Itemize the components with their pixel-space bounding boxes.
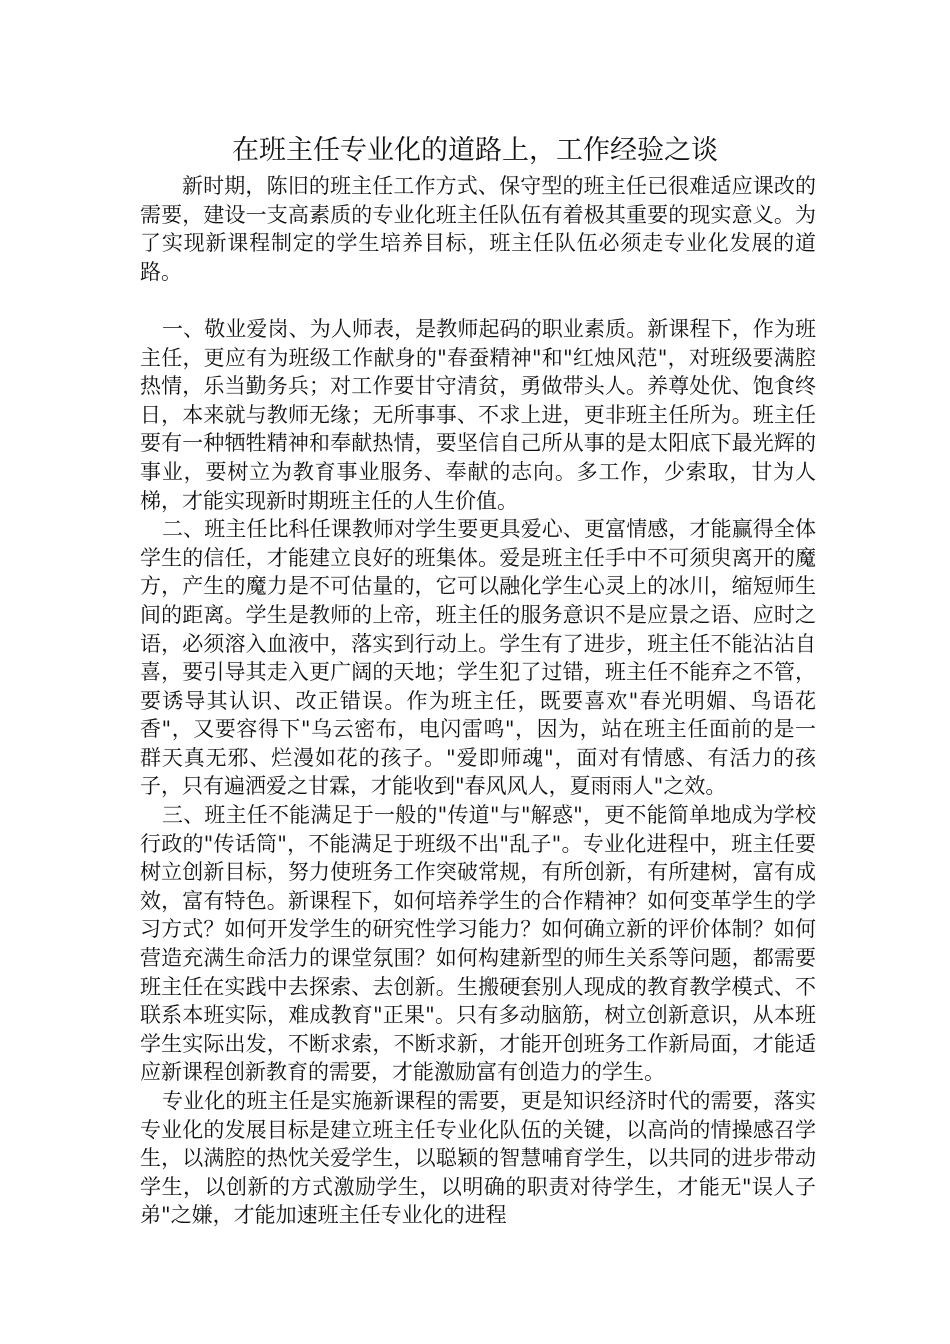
page-title: 在班主任专业化的道路上，工作经验之谈: [232, 135, 718, 166]
paragraph-spacer: [140, 286, 816, 315]
point-three-paragraph: 三、班主任不能满足于一般的"传道"与"解惑"，更不能简单地成为学校行政的"传话筒"，不能满足于班级不出"乱子"。专业化进程中，班主任要树立创新目标，努力使班务工作突破常规，有所创新，有所建树，富有成效，富有特色。新课程下，如何培养学生的合作精神？如何变革学生的学习方式？如何开发学生的研究性学习能力？如何确立新的评价体制？如何营造充满生命活力的课堂氛围？如何构建新型的师生关系等问题，都需要班主任在实践中去探索、去创新。生搬硬套别人现成的教育教学模式、不联系本班实际，难成教育"正果"。只有多动脑筋，树立创新意识，从本班学生实际出发，不断求索，不断求新，才能开创班务工作新局面，才能适应新课程创新教育的需要，才能激励富有创造力的学生。: [140, 803, 816, 1085]
point-two-paragraph: 二、班主任比科任课教师对学生要更具爱心、更富情感，才能赢得全体学生的信任，才能建立良好的班集体。爱是班主任手中不可须臾离开的魔方，产生的魔力是不可估量的，它可以融化学生心灵上的冰川，缩短师生间的距离。学生是教师的上帝，班主任的服务意识不是应景之语、应时之语，必须溶入血液中，落实到行动上。学生有了进步，班主任不能沾沾自喜，要引导其走入更广阔的天地；学生犯了过错，班主任不能弃之不管，要诱导其认识、改正错误。作为班主任，既要喜欢"春光明媚、鸟语花香"，又要容得下"乌云密布，电闪雷鸣"，因为，站在班主任面前的是一群天真无邪、烂漫如花的孩子。"爱即师魂"，面对有情感、有活力的孩子，只有遍洒爱之甘霖，才能收到"春风风人，夏雨雨人"之效。: [140, 517, 816, 799]
intro-paragraph: 新时期，陈旧的班主任工作方式、保守型的班主任已很难适应课改的需要，建设一支高素质的专业化班主任队伍有着极其重要的现实意义。为了实现新课程制定的学生培养目标，班主任队伍必须走专业化发展的道路。: [140, 174, 816, 284]
document-body: [140, 172, 816, 1230]
conclusion-paragraph: 专业化的班主任是实施新课程的需要，更是知识经济时代的需要，落实专业化的发展目标是建立班主任专业化队伍的关键，以高尚的情操感召学生，以满腔的热忱关爱学生，以聪颖的智慧哺育学生，以共同的进步带动学生，以创新的方式激励学生，以明确的职责对待学生，才能无"误人子弟"之嫌，才能加速班主任专业化的进程: [140, 1089, 816, 1228]
point-one-paragraph: 一、敬业爱岗、为人师表，是教师起码的职业素质。新课程下，作为班主任，更应有为班级工作献身的"春蚕精神"和"红烛风范"，对班级要满腔热情，乐当勤务兵；对工作要甘守清贫，勇做带头人。养尊处优、饱食终日，本来就与教师无缘；无所事事、不求上进，更非班主任所为。班主任要有一种牺牲精神和奉献热情，要坚信自己所从事的是太阳底下最光辉的事业，要树立为教育事业服务、奉献的志向。多工作，少索取，甘为人梯，才能实现新时期班主任的人生价值。: [140, 316, 816, 513]
